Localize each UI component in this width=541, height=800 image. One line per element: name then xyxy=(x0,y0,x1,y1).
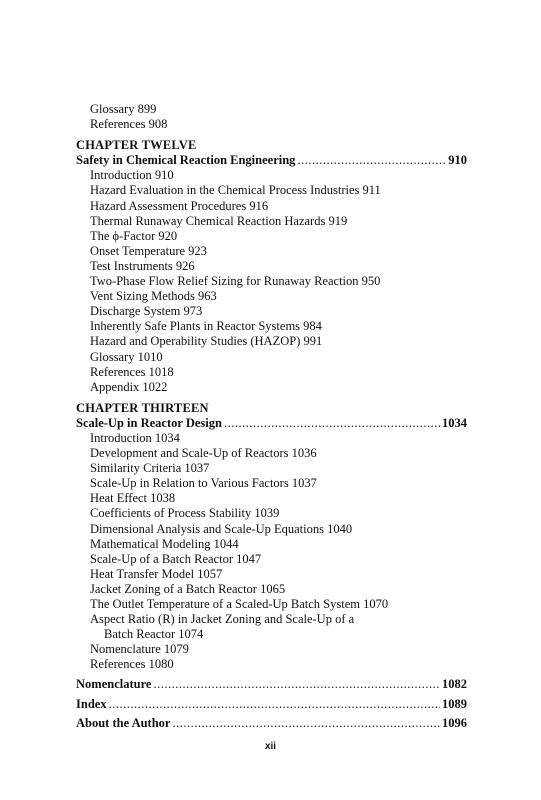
dot-leader xyxy=(109,697,440,712)
back-matter-page: 1096 xyxy=(442,716,467,731)
toc-entry-continuation: Batch Reactor 1074 xyxy=(104,627,204,642)
toc-entry: Hazard and Operability Studies (HAZOP) 991 xyxy=(90,334,323,349)
toc-entry: Hazard Assessment Procedures 916 xyxy=(90,198,269,213)
chapter-label: CHAPTER THIRTEEN xyxy=(76,400,209,415)
toc-entry: References 1080 xyxy=(90,657,174,672)
dot-leader xyxy=(224,416,440,431)
toc-entry: Glossary 899 xyxy=(90,102,157,116)
back-matter-line xyxy=(76,716,467,731)
back-matter xyxy=(76,677,467,731)
toc-entry: Glossary 1010 xyxy=(90,349,163,364)
toc-entry: Appendix 1022 xyxy=(90,379,168,394)
chapter-title-line xyxy=(76,153,467,168)
chapter-page: 1034 xyxy=(442,415,467,430)
toc-entry: References 1018 xyxy=(90,364,174,379)
chapter-title: Scale-Up in Reactor Design xyxy=(76,415,222,430)
back-matter-page: 1089 xyxy=(442,696,467,711)
back-matter-title: Index xyxy=(76,696,107,711)
toc-entry: Two-Phase Flow Relief Sizing for Runaway Reaction 950 xyxy=(90,274,381,289)
toc-entry: Jacket Zoning of a Batch Reactor 1065 xyxy=(90,581,286,596)
chapter-page: 910 xyxy=(448,153,467,168)
chapter-title-line xyxy=(76,416,467,431)
toc-entry: Introduction 910 xyxy=(90,168,174,183)
toc-entry: Heat Effect 1038 xyxy=(90,491,176,506)
toc-entry: Inherently Safe Plants in Reactor Systems 984 xyxy=(90,319,322,334)
back-matter-page: 1082 xyxy=(442,676,467,691)
toc-entry: Vent Sizing Methods 963 xyxy=(90,289,217,304)
toc-entry: Dimensional Analysis and Scale-Up Equations 1040 xyxy=(90,521,353,536)
toc-entry: Similarity Criteria 1037 xyxy=(90,461,210,476)
back-matter-line xyxy=(76,677,467,692)
toc-entry: Mathematical Modeling 1044 xyxy=(90,536,239,551)
table-of-contents xyxy=(76,102,467,731)
dot-leader xyxy=(153,677,440,692)
toc-entry: Scale-Up of a Batch Reactor 1047 xyxy=(90,551,262,566)
toc-entry: The ϕ-Factor 920 xyxy=(90,228,178,243)
toc-entry: Heat Transfer Model 1057 xyxy=(90,566,223,581)
toc-entry: Onset Temperature 923 xyxy=(90,243,207,258)
toc-entry: Introduction 1034 xyxy=(90,430,180,445)
dot-leader xyxy=(297,153,446,168)
toc-entry: Scale-Up in Relation to Various Factors 1037 xyxy=(90,476,317,491)
dot-leader xyxy=(172,716,440,731)
toc-entry: Development and Scale-Up of Reactors 1036 xyxy=(90,446,317,461)
chapter-label: CHAPTER TWELVE xyxy=(76,138,197,153)
toc-top-entries xyxy=(76,102,467,132)
chapter-thirteen-section xyxy=(76,401,467,673)
chapter-title: Safety in Chemical Reaction Engineering xyxy=(76,153,296,168)
toc-entry: Test Instruments 926 xyxy=(90,258,195,273)
toc-entry: Hazard Evaluation in the Chemical Process Industries 911 xyxy=(90,183,381,198)
back-matter-title: About the Author xyxy=(76,716,171,731)
toc-entry: Aspect Ratio (R) in Jacket Zoning and Scale-Up of a xyxy=(90,612,355,627)
toc-entry: References 908 xyxy=(90,117,168,132)
toc-entry: Coefficients of Process Stability 1039 xyxy=(90,506,280,521)
page-number: xii xyxy=(264,741,277,752)
toc-entry: Thermal Runaway Chemical Reaction Hazards 919 xyxy=(90,213,348,228)
back-matter-title: Nomenclature xyxy=(76,676,152,691)
toc-entry: Nomenclature 1079 xyxy=(90,642,189,657)
toc-entry: Discharge System 973 xyxy=(90,304,203,319)
chapter-twelve-section xyxy=(76,138,467,395)
toc-entry: The Outlet Temperature of a Scaled-Up Batch System 1070 xyxy=(90,597,389,611)
back-matter-line xyxy=(76,697,467,712)
